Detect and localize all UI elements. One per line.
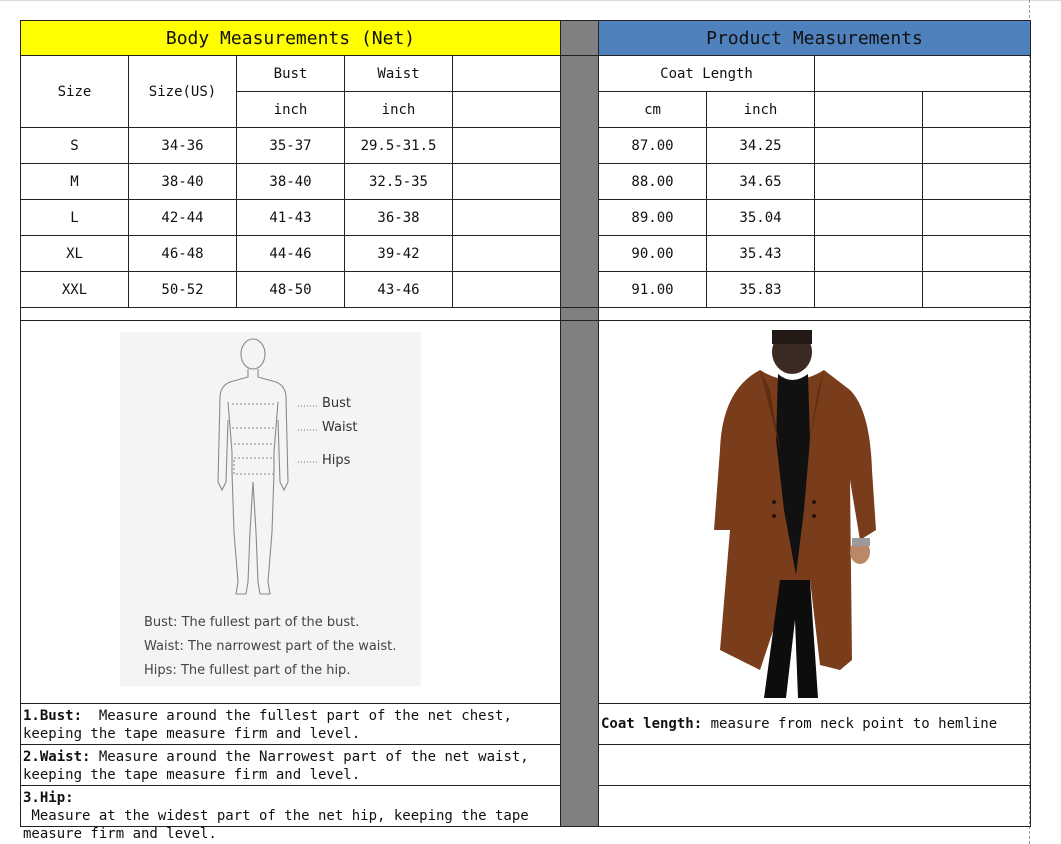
table-cell-empty [814, 163, 923, 200]
body-outline-icon [120, 332, 421, 686]
note-waist-line-2: keeping the tape measure firm and level. [23, 767, 361, 783]
table-cell-bust: 35-37 [236, 127, 345, 164]
table-cell-empty [922, 163, 1031, 200]
header-cm: cm [598, 91, 707, 128]
header-inch: inch [706, 91, 815, 128]
note-bust-line-2: keeping the tape measure firm and level. [23, 726, 361, 742]
caption-bust-key: Bust: [144, 615, 178, 630]
table-cell-us: 34-36 [128, 127, 237, 164]
note-coat-line [601, 715, 997, 733]
table-cell-size: M [20, 163, 129, 200]
table-cell-bust: 48-50 [236, 271, 345, 308]
table-cell-cm: 88.00 [598, 163, 707, 200]
gray-separator-spacer [560, 307, 599, 321]
table-cell-empty [814, 235, 923, 272]
table-cell-waist: 32.5-35 [344, 163, 453, 200]
caption-waist-text: The narrowest part of the waist. [188, 639, 397, 654]
table-cell-cm: 90.00 [598, 235, 707, 272]
table-cell-size: XXL [20, 271, 129, 308]
empty-note-cell [598, 785, 1031, 827]
table-cell-us: 42-44 [128, 199, 237, 236]
table-cell-inch: 34.25 [706, 127, 815, 164]
note-waist-line-1 [23, 748, 558, 766]
header-bust: Bust [236, 55, 345, 92]
header-empty-5 [922, 91, 1031, 128]
note-hip-line-1 [23, 789, 558, 825]
table-cell-empty [452, 271, 561, 308]
table-cell-cm: 89.00 [598, 199, 707, 236]
table-cell-empty [814, 199, 923, 236]
gray-separator-bottom [560, 320, 599, 827]
caption-waist-key: Waist: [144, 639, 184, 654]
caption-bust-text: The fullest part of the bust. [181, 615, 360, 630]
table-cell-empty [922, 199, 1031, 236]
note-waist [20, 744, 561, 786]
header-empty-2 [452, 91, 561, 128]
spacer-row-left [20, 307, 561, 321]
coat-product-photo [700, 330, 900, 698]
table-cell-cm: 91.00 [598, 271, 707, 308]
table-cell-empty [922, 235, 1031, 272]
table-cell-size: XL [20, 235, 129, 272]
table-cell-us: 38-40 [128, 163, 237, 200]
gray-separator-table [560, 55, 599, 308]
body-measurements-title: Body Measurements (Net) [20, 20, 561, 56]
note-waist-text: Measure around the Narrowest part of the net waist, [90, 749, 529, 765]
table-cell-size: S [20, 127, 129, 164]
header-waist-unit: inch [344, 91, 453, 128]
table-cell-empty [922, 127, 1031, 164]
header-empty-3 [814, 55, 1031, 92]
table-cell-inch: 35.04 [706, 199, 815, 236]
product-measurements-title: Product Measurements [598, 20, 1031, 56]
table-cell-us: 50-52 [128, 271, 237, 308]
header-empty-1 [452, 55, 561, 92]
caption-waist [144, 639, 396, 654]
header-waist: Waist [344, 55, 453, 92]
table-cell-us: 46-48 [128, 235, 237, 272]
table-cell-waist: 36-38 [344, 199, 453, 236]
table-cell-waist: 39-42 [344, 235, 453, 272]
table-cell-empty [922, 271, 1031, 308]
header-size-us: Size(US) [128, 55, 237, 128]
hips-label: Hips [322, 453, 351, 468]
caption-hips-text: The fullest part of the hip. [180, 663, 351, 678]
caption-hips-key: Hips: [144, 663, 177, 678]
table-cell-cm: 87.00 [598, 127, 707, 164]
note-hip-text: Measure at the widest part of the net hip, keeping the tape [23, 808, 529, 824]
table-cell-inch: 34.65 [706, 163, 815, 200]
note-bust-line-1 [23, 707, 558, 725]
note-coat-text: measure from neck point to hemline [702, 716, 998, 732]
note-hip-line-2: measure firm and level. [23, 826, 217, 842]
table-cell-empty [452, 163, 561, 200]
waist-label: Waist [322, 420, 358, 435]
caption-bust [144, 615, 359, 630]
table-cell-bust: 41-43 [236, 199, 345, 236]
header-coat-length: Coat Length [598, 55, 815, 92]
table-cell-waist: 43-46 [344, 271, 453, 308]
table-cell-bust: 44-46 [236, 235, 345, 272]
table-cell-inch: 35.43 [706, 235, 815, 272]
caption-hips [144, 663, 350, 678]
table-cell-size: L [20, 199, 129, 236]
header-size: Size [20, 55, 129, 128]
spacer-row-right [598, 307, 1031, 321]
note-waist-key: 2.Waist: [23, 749, 91, 765]
table-cell-inch: 35.83 [706, 271, 815, 308]
bust-label: Bust [322, 396, 352, 411]
gray-separator-header [560, 20, 599, 56]
note-hip-key: 3.Hip: [23, 790, 74, 806]
body-diagram [120, 332, 421, 686]
table-cell-bust: 38-40 [236, 163, 345, 200]
note-coat-length [598, 703, 1031, 745]
header-bust-unit: inch [236, 91, 345, 128]
table-cell-empty [452, 127, 561, 164]
table-cell-empty [452, 235, 561, 272]
empty-note-cell [598, 744, 1031, 786]
note-hip [20, 785, 561, 842]
note-bust [20, 703, 561, 745]
table-cell-empty [814, 127, 923, 164]
header-empty-4 [814, 91, 923, 128]
table-cell-empty [452, 199, 561, 236]
note-coat-key: Coat length: [601, 716, 703, 732]
note-bust-text: Measure around the fullest part of the net chest, [82, 708, 512, 724]
table-cell-empty [814, 271, 923, 308]
table-cell-waist: 29.5-31.5 [344, 127, 453, 164]
top-border [0, 0, 1061, 1]
note-bust-key: 1.Bust: [23, 708, 83, 724]
